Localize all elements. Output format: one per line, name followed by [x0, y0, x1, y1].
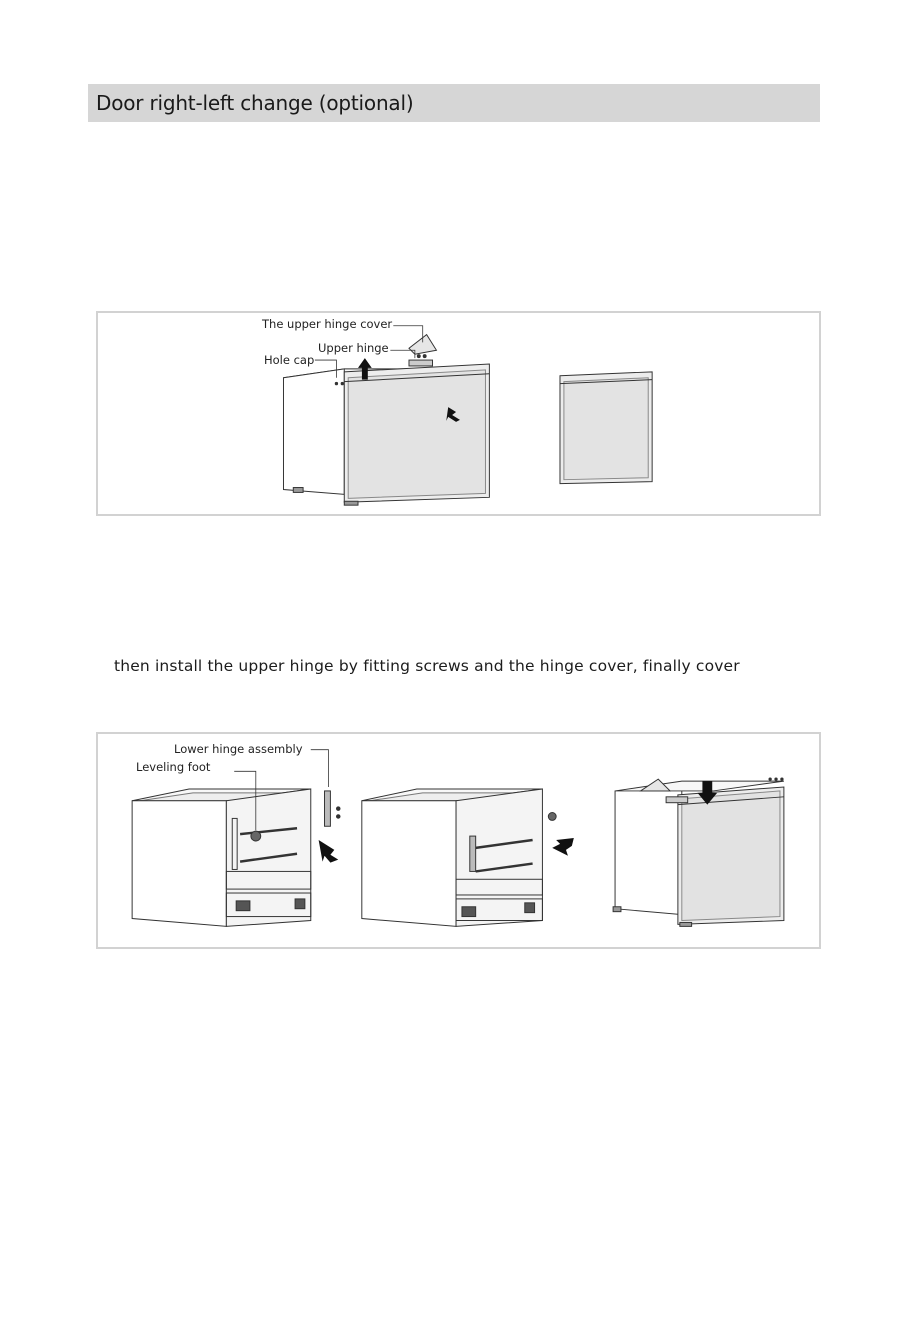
callout-lower-hinge-assembly: Lower hinge assembly — [174, 742, 303, 756]
figure-door-removal — [96, 311, 821, 516]
section-title: Door right-left change (optional) — [96, 91, 414, 115]
callout-upper-hinge-cover: The upper hinge cover — [262, 317, 393, 331]
figure-hinge-transfer — [96, 732, 821, 949]
callout-upper-hinge: Upper hinge — [318, 341, 389, 355]
callout-hole-cap: Hole cap — [264, 353, 315, 367]
section-header — [88, 84, 820, 122]
callout-leveling-foot: Leveling foot — [136, 760, 211, 774]
door-removal-illustration — [98, 313, 819, 514]
instruction-text: then install the upper hinge by fitting screws and the hinge cover, finally cover — [114, 657, 740, 675]
